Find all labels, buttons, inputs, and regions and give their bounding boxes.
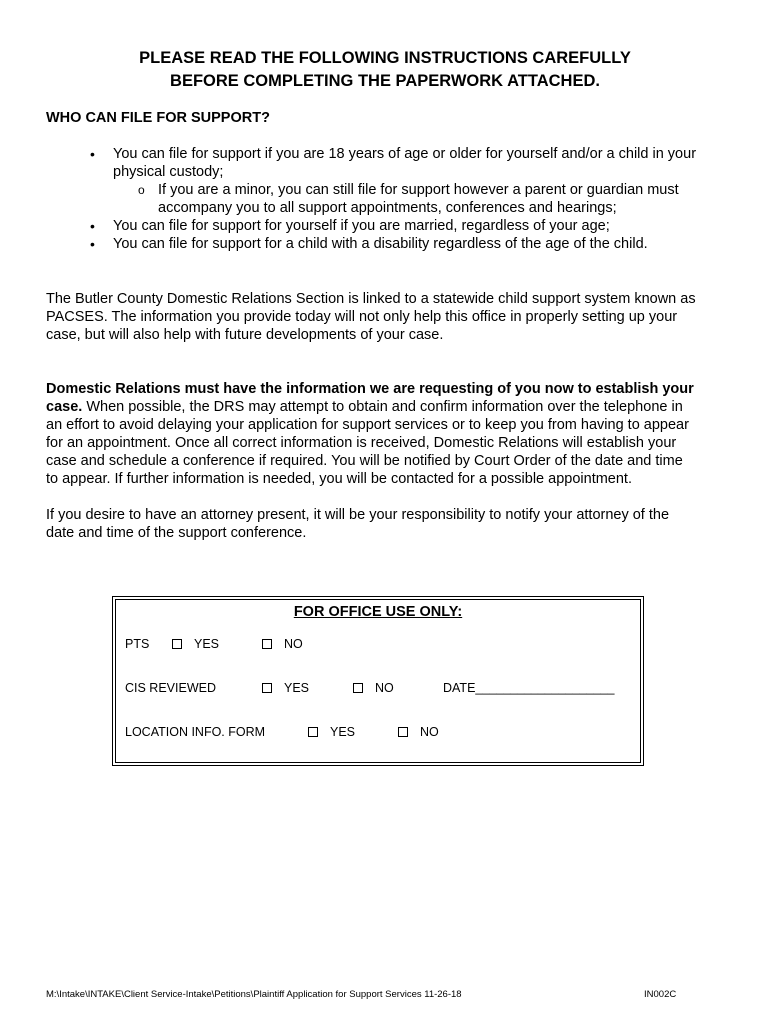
pacses-line-1: The Butler County Domestic Relations Section is linked to a statewide child support system known as	[46, 291, 696, 307]
bullet-dot-1: •	[90, 146, 95, 162]
bullet-dot-3: •	[90, 236, 95, 252]
pts-yes-checkbox[interactable]	[172, 639, 182, 649]
sub-bullet-circle: o	[138, 183, 145, 197]
info-line-6: to appear. If further information is needed, you will be contacted for a possible appointment.	[46, 471, 632, 487]
cis-date-field[interactable]: DATE____________________	[443, 681, 615, 695]
information-paragraph	[46, 380, 736, 488]
cis-no-label: NO	[375, 681, 394, 695]
location-yes-label: YES	[330, 725, 356, 739]
info-line-4: for an appointment. Once all correct information is received, Domestic Relations will establish your	[46, 435, 677, 451]
cis-yes-label: YES	[284, 681, 310, 695]
document-title-line-1: PLEASE READ THE FOLLOWING INSTRUCTIONS CAREFULLY	[139, 49, 631, 67]
pts-yes-label: YES	[194, 637, 220, 651]
pts-label: PTS	[125, 637, 150, 651]
location-no-checkbox[interactable]	[398, 727, 408, 737]
document-title-line-2: BEFORE COMPLETING THE PAPERWORK ATTACHED.	[170, 72, 600, 90]
cis-reviewed-label: CIS REVIEWED	[125, 681, 216, 695]
footer-form-code: IN002C	[644, 989, 677, 1000]
info-bold-case: case.	[46, 399, 83, 415]
attorney-line-2: date and time of the support conference.	[46, 525, 307, 541]
cis-yes-checkbox[interactable]	[262, 683, 272, 693]
bullet-2: You can file for support for yourself if you are married, regardless of your age;	[113, 218, 610, 234]
info-bold-line-1: Domestic Relations must have the information we are requesting of you now to establish your	[46, 381, 694, 397]
attorney-line-1: If you desire to have an attorney present, it will be your responsibility to notify your attorney of the	[46, 507, 670, 523]
pacses-line-2: PACSES. The information you provide today will not only help this office in properly setting up your	[46, 309, 678, 325]
info-line-5: case and schedule a conference if required. You will be notified by Court Order of the date and time	[46, 453, 683, 469]
pacses-paragraph	[46, 290, 736, 344]
location-no-label: NO	[420, 725, 439, 739]
cis-no-checkbox[interactable]	[353, 683, 363, 693]
sub-bullet-line-1: If you are a minor, you can still file for support however a parent or guardian must	[158, 182, 679, 198]
info-line-2-rest: When possible, the DRS may attempt to obtain and confirm information over the telephone in	[82, 399, 683, 415]
location-yes-checkbox[interactable]	[308, 727, 318, 737]
sub-bullet-line-2: accompany you to all support appointments, conferences and hearings;	[158, 200, 617, 216]
attorney-paragraph	[46, 506, 736, 542]
who-can-file-heading: WHO CAN FILE FOR SUPPORT?	[46, 110, 270, 126]
pts-no-label: NO	[284, 637, 303, 651]
info-line-3: an effort to avoid delaying your application for support services or to keep you from having to appear	[46, 417, 689, 433]
location-info-form-label: LOCATION INFO. FORM	[125, 725, 266, 739]
pacses-line-3: case, but will also help with future developments of your case.	[46, 327, 444, 343]
bullet-1-line-1: You can file for support if you are 18 years of age or older for yourself and/or a child in your	[113, 146, 697, 162]
pts-no-checkbox[interactable]	[262, 639, 272, 649]
office-use-title: FOR OFFICE USE ONLY:	[293, 604, 463, 620]
bullet-1-line-2: physical custody;	[113, 164, 224, 180]
bullet-dot-2: •	[90, 218, 95, 234]
bullet-3: You can file for support for a child with a disability regardless of the age of the child.	[113, 236, 648, 252]
footer-file-path: M:\Intake\INTAKE\Client Service-Intake\Petitions\Plaintiff Application for Support Services 11-26-18	[46, 989, 462, 1000]
